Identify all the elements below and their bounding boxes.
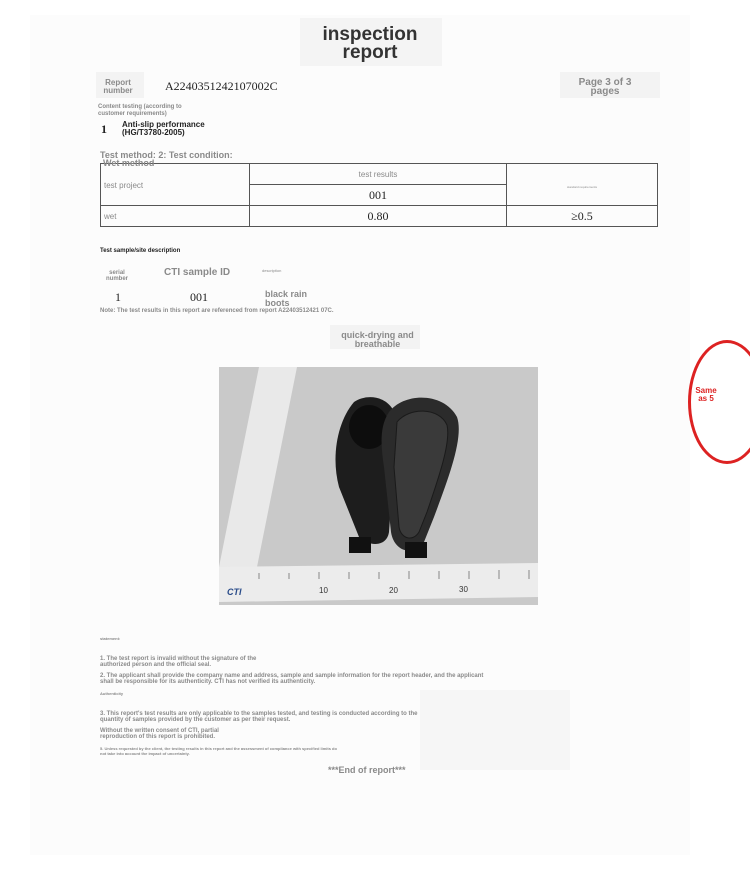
wet-row-label: wet xyxy=(101,206,250,227)
description-value: black rain boots xyxy=(265,289,308,308)
statement-5: 5. Unless requested by the client, the testing results in this report and the assessment of compliance with specified limits do not take into account the impact of uncertainty. xyxy=(100,746,337,756)
test-method-line: Test method: 2: Test condition: xyxy=(100,150,233,160)
statement-1: 1. The test report is invalid without the signature of the authorized person and the official seal. xyxy=(100,656,257,668)
ruler-label-10: 10 xyxy=(319,586,328,595)
wet-requirement-value: ≥0.5 xyxy=(507,206,658,227)
cti-brand-mark: CTI xyxy=(227,587,242,597)
cti-sample-id-header: CTI sample ID xyxy=(164,267,231,278)
statement-3: 3. This report's test results are only applicable to the samples tested, and testing is conducted according to the quantity of samples provided by the customer as per their request. xyxy=(100,711,418,723)
statement-2: 2. The applicant shall provide the company name and address, sample and sample information for the report header, and the applicant shall be responsible for its authenticity. CTI has not verified its authenticity. xyxy=(100,673,484,685)
end-of-report: ***End of report*** xyxy=(328,765,406,775)
cti-sample-id-value: 001 xyxy=(190,290,208,304)
statement-2b: Authenticity xyxy=(100,691,124,696)
wet-method-label: Wet method xyxy=(103,158,155,168)
requirement-header-cell: standard requirements xyxy=(507,164,658,206)
project-header-cell xyxy=(101,158,250,206)
stamp-text: Same as 5 xyxy=(695,386,717,403)
ruler-label-20: 20 xyxy=(389,586,398,595)
statement-4: Without the written consent of CTI, partial reproduction of this report is prohibited. xyxy=(100,728,219,740)
content-testing-label: Content testing (according to customer requirements) xyxy=(98,104,182,117)
statement-label: statement: xyxy=(100,636,121,641)
test-project-label: test project xyxy=(104,180,144,190)
page-title: inspection report xyxy=(322,24,418,63)
page-info: Page 3 of 3 pages xyxy=(578,77,632,97)
serial-number-value: 1 xyxy=(115,290,121,304)
sample-photo xyxy=(219,367,538,605)
photo-caption: quick-drying and breathable xyxy=(341,330,414,349)
official-seal-stamp xyxy=(688,340,750,464)
sample-heading: Test sample/site description xyxy=(100,248,181,254)
results-table xyxy=(100,158,658,227)
serial-number-header: serial number xyxy=(105,270,128,282)
wet-result-value: 0.80 xyxy=(250,206,507,227)
test-results-header: test results xyxy=(250,164,507,185)
report-number: A2240351242107002C xyxy=(165,79,278,93)
ruler-label-30: 30 xyxy=(459,585,468,594)
item-name: Anti-slip performance (HG/T3780-2005) xyxy=(122,120,205,137)
item-number: 1 xyxy=(101,122,107,136)
reference-note: Note: The test results in this report are referenced from report A22403512421 07C. xyxy=(100,308,334,314)
report-number-label: Report number xyxy=(103,78,133,95)
sample-id-cell: 001 xyxy=(250,185,507,206)
description-header: description xyxy=(262,268,282,273)
boots-photo-graphic xyxy=(219,367,538,605)
